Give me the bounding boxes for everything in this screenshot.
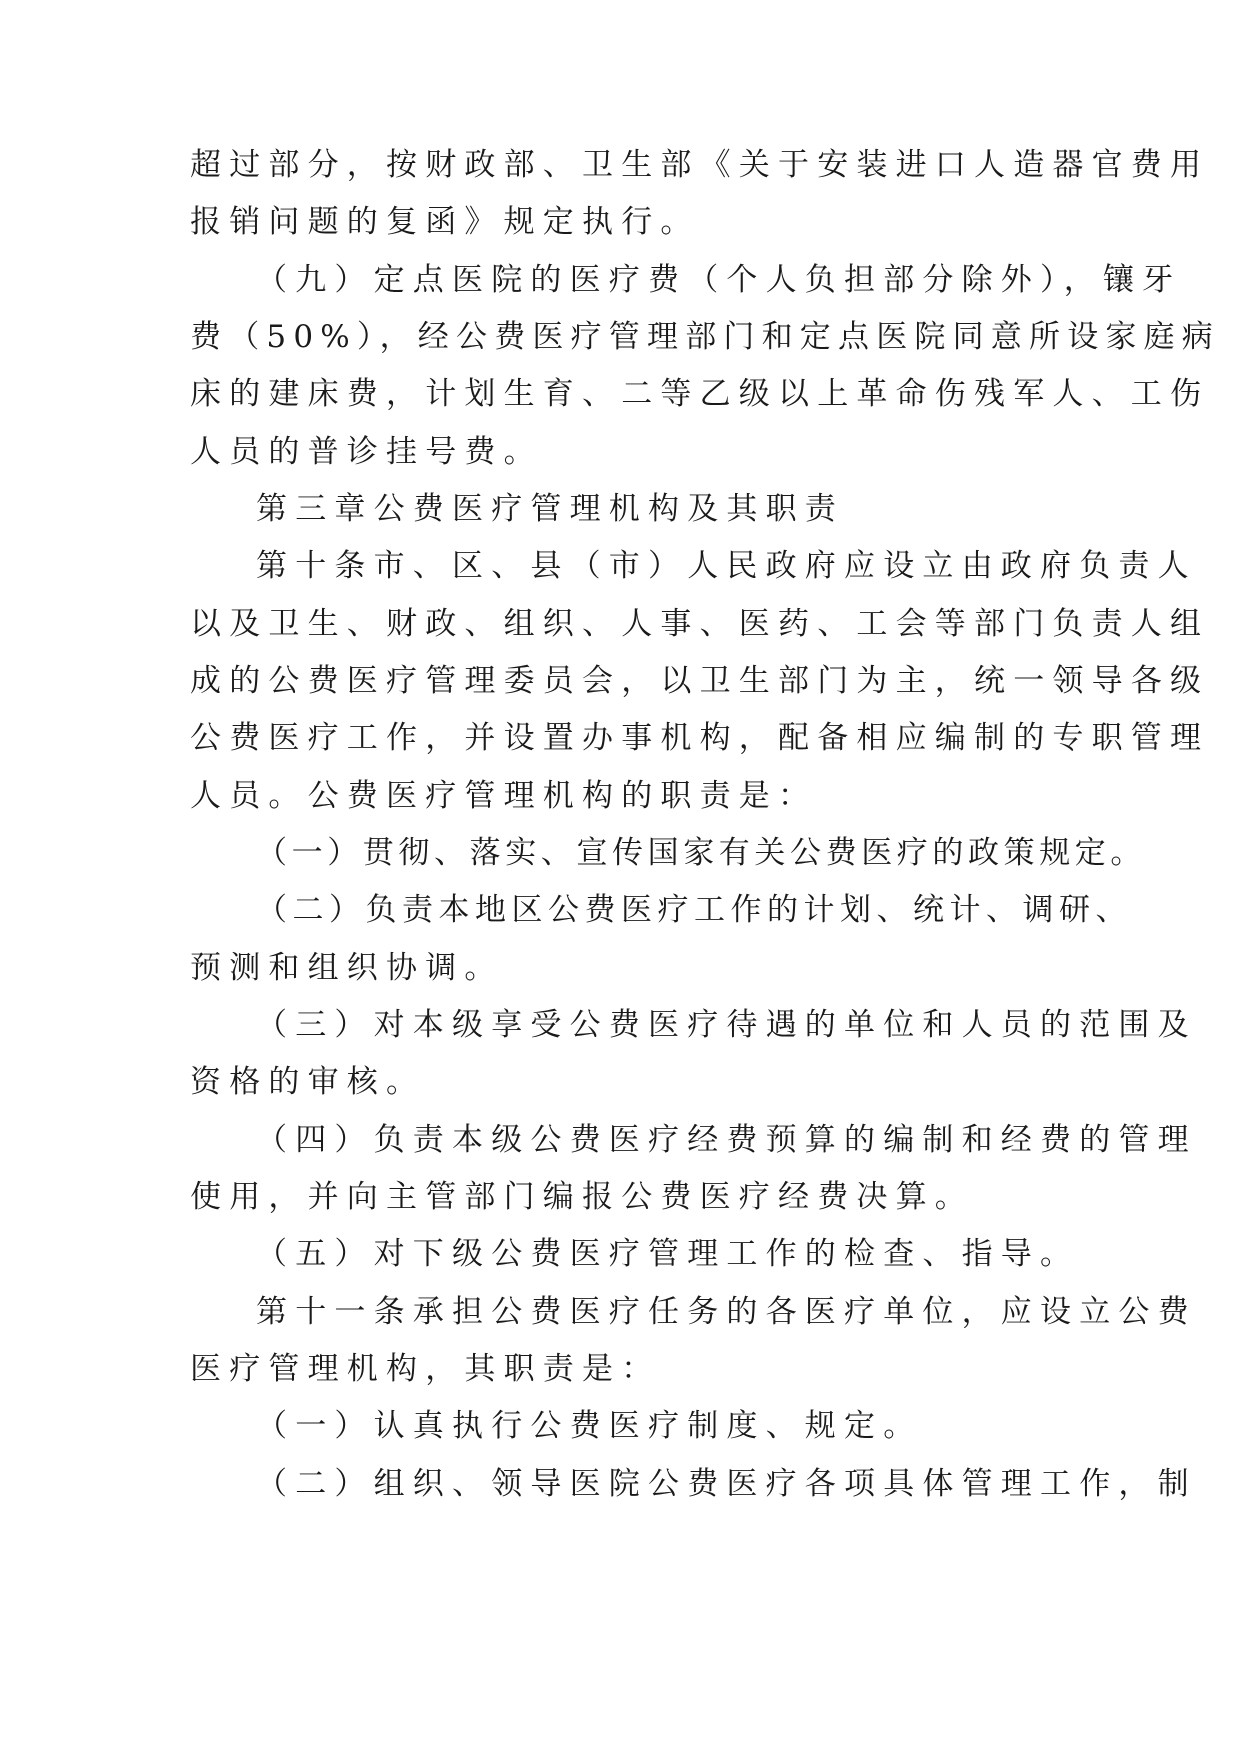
text-line: 预测和组织协调。 bbox=[190, 950, 504, 986]
text-line: （三）对本级享受公费医疗待遇的单位和人员的范围及 bbox=[256, 1007, 1197, 1043]
text-line: （四）负责本级公费医疗经费预算的编制和经费的管理 bbox=[256, 1122, 1197, 1158]
text-line: （一）贯彻、落实、宣传国家有关公费医疗的政策规定。 bbox=[256, 835, 1146, 871]
text-line: 床的建床费，计划生育、二等乙级以上革命伤残军人、工伤 bbox=[190, 376, 1210, 412]
text-line: 人员的普诊挂号费。 bbox=[190, 434, 543, 470]
text-line: 成的公费医疗管理委员会，以卫生部门为主，统一领导各级 bbox=[190, 663, 1210, 699]
text-line: 报销问题的复函》规定执行。 bbox=[190, 204, 700, 240]
text-line: （二）组织、领导医院公费医疗各项具体管理工作，制 bbox=[256, 1466, 1197, 1502]
text-line: 以及卫生、财政、组织、人事、医药、工会等部门负责人组 bbox=[190, 606, 1210, 642]
text-line: 使用，并向主管部门编报公费医疗经费决算。 bbox=[190, 1179, 974, 1215]
text-line: 医疗管理机构，其职责是： bbox=[190, 1351, 661, 1387]
text-line: （一）认真执行公费医疗制度、规定。 bbox=[256, 1408, 923, 1444]
text-line: （九）定点医院的医疗费（个人负担部分除外），镶牙 bbox=[256, 262, 1182, 298]
text-line: （五）对下级公费医疗管理工作的检查、指导。 bbox=[256, 1236, 1080, 1272]
text-line: 费（50%），经公费医疗管理部门和定点医院同意所设家庭病 bbox=[190, 319, 1220, 355]
text-line: 第十一条承担公费医疗任务的各医疗单位，应设立公费 bbox=[256, 1294, 1197, 1330]
text-line: 资格的审核。 bbox=[190, 1064, 426, 1100]
section-heading: 第三章公费医疗管理机构及其职责 bbox=[256, 491, 844, 527]
text-line: （二）负责本地区公费医疗工作的计划、统计、调研、 bbox=[256, 892, 1132, 928]
text-line: 第十条市、区、县（市）人民政府应设立由政府负责人 bbox=[256, 548, 1197, 584]
text-line: 超过部分，按财政部、卫生部《关于安装进口人造器官费用 bbox=[190, 147, 1210, 183]
text-line: 公费医疗工作，并设置办事机构，配备相应编制的专职管理 bbox=[190, 720, 1210, 756]
text-line: 人员。公费医疗管理机构的职责是： bbox=[190, 778, 818, 814]
